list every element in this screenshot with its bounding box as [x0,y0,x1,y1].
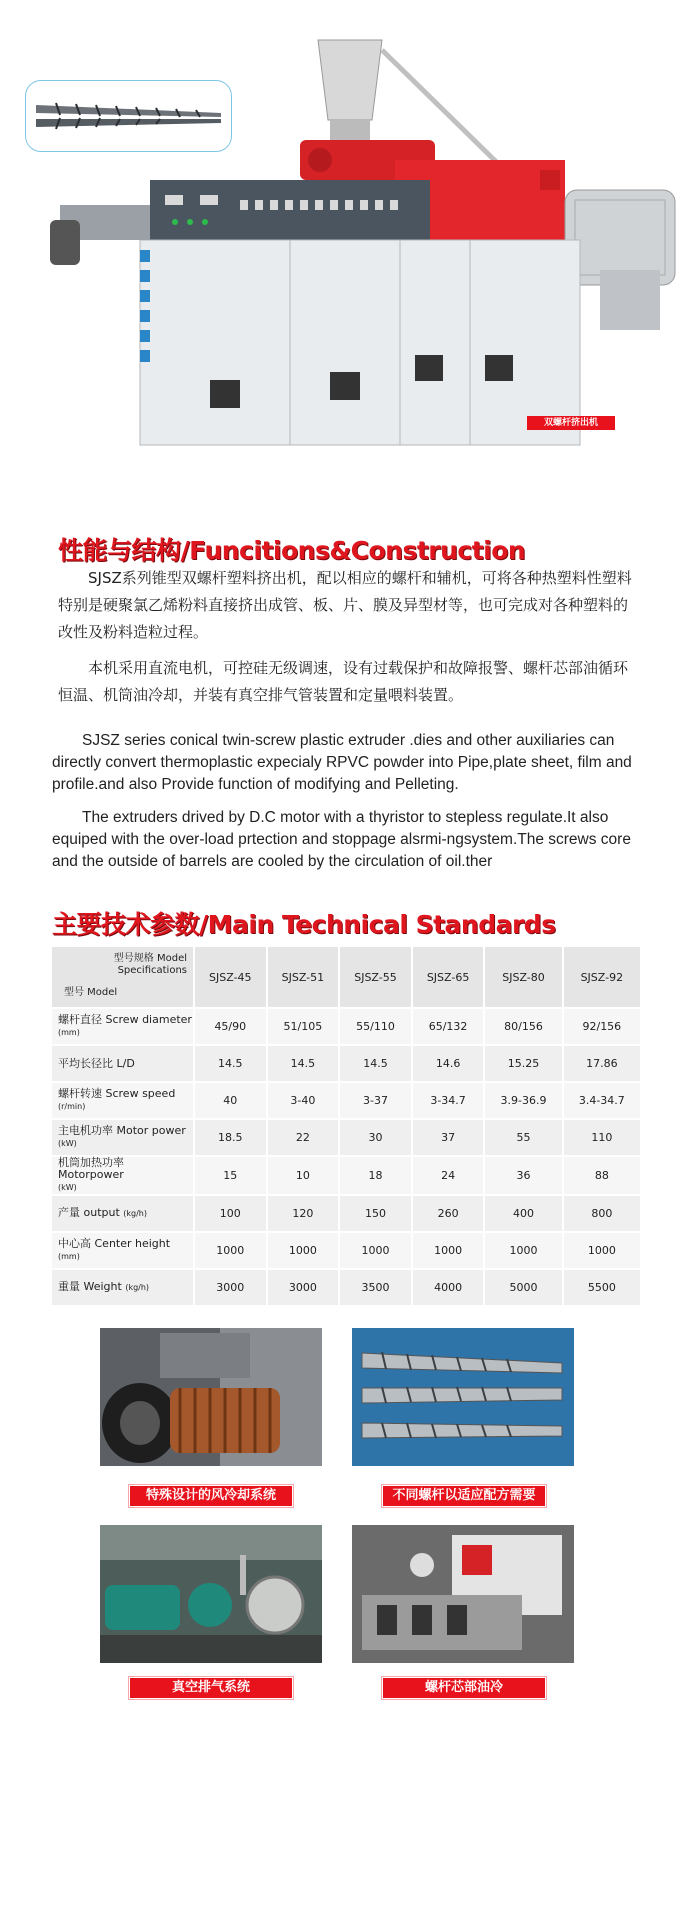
table-cell: 18.5 [195,1120,266,1155]
table-cell: 1000 [268,1233,339,1268]
machine-caption-label: 双螺杆挤出机 [527,416,615,430]
row-label [52,1196,193,1231]
table-row [52,1196,640,1231]
en-paragraph-2-text: The extruders drived by D.C motor with a thyristor to stepless regulate.It also equiped with the over-load prtection and stoppage alsrmi-ngsystem.The screws core and the outside of barrels are cooled by the circulation of oil.ther [52,809,631,870]
row-unit: (kW) [58,1183,77,1192]
row-label [52,1009,193,1044]
table-cell: 100 [195,1196,266,1231]
table-cell: 5500 [564,1270,640,1305]
photo-screws [352,1328,574,1466]
model-header: SJSZ-51 [268,947,339,1007]
table-cell: 800 [564,1196,640,1231]
model-header: SJSZ-80 [485,947,561,1007]
table-cell: 55/110 [340,1009,411,1044]
table-cell: 3.4-34.7 [564,1083,640,1118]
row-label-text: 螺杆直径 Screw diameter [58,1013,192,1026]
model-header: SJSZ-65 [413,947,484,1007]
header-model-label: 型号 Model [64,987,118,998]
cn-paragraph-1 [58,565,633,646]
row-label-text: 产量 output [58,1206,120,1219]
table-cell: 15 [195,1157,266,1194]
table-cell: 1000 [340,1233,411,1268]
photo-oil-cooling [352,1525,574,1663]
caption-vacuum: 真空排气系统 [130,1678,292,1698]
table-corner-cell [52,947,193,1007]
header-spec-cn: 型号规格 Model [113,953,187,964]
table-row [52,1270,640,1305]
table-row [52,1046,640,1081]
en-paragraph-2 [52,807,652,873]
table-cell: 14.5 [195,1046,266,1081]
table-cell: 5000 [485,1270,561,1305]
row-unit: (kg/h) [125,1283,150,1292]
table-cell: 150 [340,1196,411,1231]
table-cell: 1000 [564,1233,640,1268]
table-cell: 1000 [413,1233,484,1268]
table-cell: 260 [413,1196,484,1231]
photo-air-cooling [100,1328,322,1466]
air-cooling-image [100,1328,322,1466]
row-label [52,1157,193,1194]
section-title-standards: 主要技术参数/Main Technical Standards [52,910,556,939]
row-label-text: 重量 Weight [58,1280,122,1293]
table-cell: 40 [195,1083,266,1118]
photo-vacuum [100,1525,322,1663]
row-label [52,1083,193,1118]
hero-machine-illustration [0,0,700,460]
cn-paragraph-1-text: SJSZ系列锥型双螺杆塑料挤出机，配以相应的螺杆和辅机，可将各种热塑料性塑料特别是硬聚氯乙烯粉料直接挤出成管、板、片、膜及异型材等，也可完成对各种塑料的改性及粉料造粒过程。 [58,569,632,641]
table-row [52,1157,640,1194]
table-cell: 30 [340,1120,411,1155]
row-label-text: 主电机功率 Motor power [58,1124,186,1137]
table-row [52,1009,640,1044]
table-cell: 3-34.7 [413,1083,484,1118]
table-cell: 3000 [268,1270,339,1305]
table-cell: 24 [413,1157,484,1194]
table-cell: 92/156 [564,1009,640,1044]
row-label [52,1233,193,1268]
table-cell: 65/132 [413,1009,484,1044]
table-cell: 1000 [195,1233,266,1268]
table-cell: 110 [564,1120,640,1155]
en-paragraph-1 [52,730,652,796]
table-header-row [52,947,640,1007]
table-cell: 3.9-36.9 [485,1083,561,1118]
row-label-text: 机筒加热功率 Motorpower [58,1156,124,1181]
cn-paragraph-2 [58,655,633,709]
row-unit: (kg/h) [123,1209,147,1218]
caption-oil-cooling: 螺杆芯部油冷 [383,1678,545,1698]
table-cell: 51/105 [268,1009,339,1044]
row-unit: (r/min) [58,1102,86,1111]
table-cell: 55 [485,1120,561,1155]
technical-standards-table [50,945,642,1307]
table-cell: 18 [340,1157,411,1194]
header-spec-en: Specifications [117,965,187,976]
table-row [52,1120,640,1155]
vacuum-image [100,1525,322,1663]
table-cell: 37 [413,1120,484,1155]
model-header: SJSZ-92 [564,947,640,1007]
table-cell: 120 [268,1196,339,1231]
table-cell: 80/156 [485,1009,561,1044]
table-cell: 3-37 [340,1083,411,1118]
row-label-text: 平均长径比 L/D [58,1056,135,1070]
row-label [52,1046,193,1081]
en-paragraph-1-text: SJSZ series conical twin-screw plastic extruder .dies and other auxiliaries can directly convert thermoplastic expecialy RPVC powder into Pipe,plate sheet, film and profile.and also Provide function of modifying and Pelleting. [52,732,632,793]
table-row [52,1083,640,1118]
row-label-text: 螺杆转速 Screw speed [58,1087,176,1100]
row-unit: (mm) [58,1028,80,1037]
table-cell: 88 [564,1157,640,1194]
row-unit: (mm) [58,1252,80,1261]
table-row [52,1233,640,1268]
twin-screw-icon [36,93,221,139]
row-label [52,1120,193,1155]
row-label [52,1270,193,1305]
cn-paragraph-2-text: 本机采用直流电机，可控硅无级调速，设有过载保护和故障报警、螺杆芯部油循环恒温、机筒油冷却，并装有真空排气管装置和定量喂料装置。 [58,659,629,704]
screws-image [352,1328,574,1466]
table-cell: 3000 [195,1270,266,1305]
section-title-functions: 性能与结构/Funcitions&Construction [58,536,526,565]
oil-cooling-image [352,1525,574,1663]
caption-air-cooling: 特殊设计的风冷却系统 [130,1486,292,1506]
table-cell: 3-40 [268,1083,339,1118]
screw-inset-frame [25,80,232,152]
model-header: SJSZ-55 [340,947,411,1007]
table-cell: 14.5 [268,1046,339,1081]
table-cell: 45/90 [195,1009,266,1044]
table-cell: 4000 [413,1270,484,1305]
table-cell: 14.5 [340,1046,411,1081]
table-cell: 17.86 [564,1046,640,1081]
table-cell: 1000 [485,1233,561,1268]
table-cell: 36 [485,1157,561,1194]
caption-screws: 不同螺杆以适应配方需要 [383,1486,545,1506]
model-header: SJSZ-45 [195,947,266,1007]
row-unit: (kW) [58,1139,77,1148]
table-cell: 3500 [340,1270,411,1305]
table-cell: 400 [485,1196,561,1231]
extruder-machine-graphic [0,0,700,460]
row-label-text: 中心高 Center height [58,1237,171,1250]
table-cell: 14.6 [413,1046,484,1081]
table-cell: 10 [268,1157,339,1194]
table-cell: 15.25 [485,1046,561,1081]
table-cell: 22 [268,1120,339,1155]
